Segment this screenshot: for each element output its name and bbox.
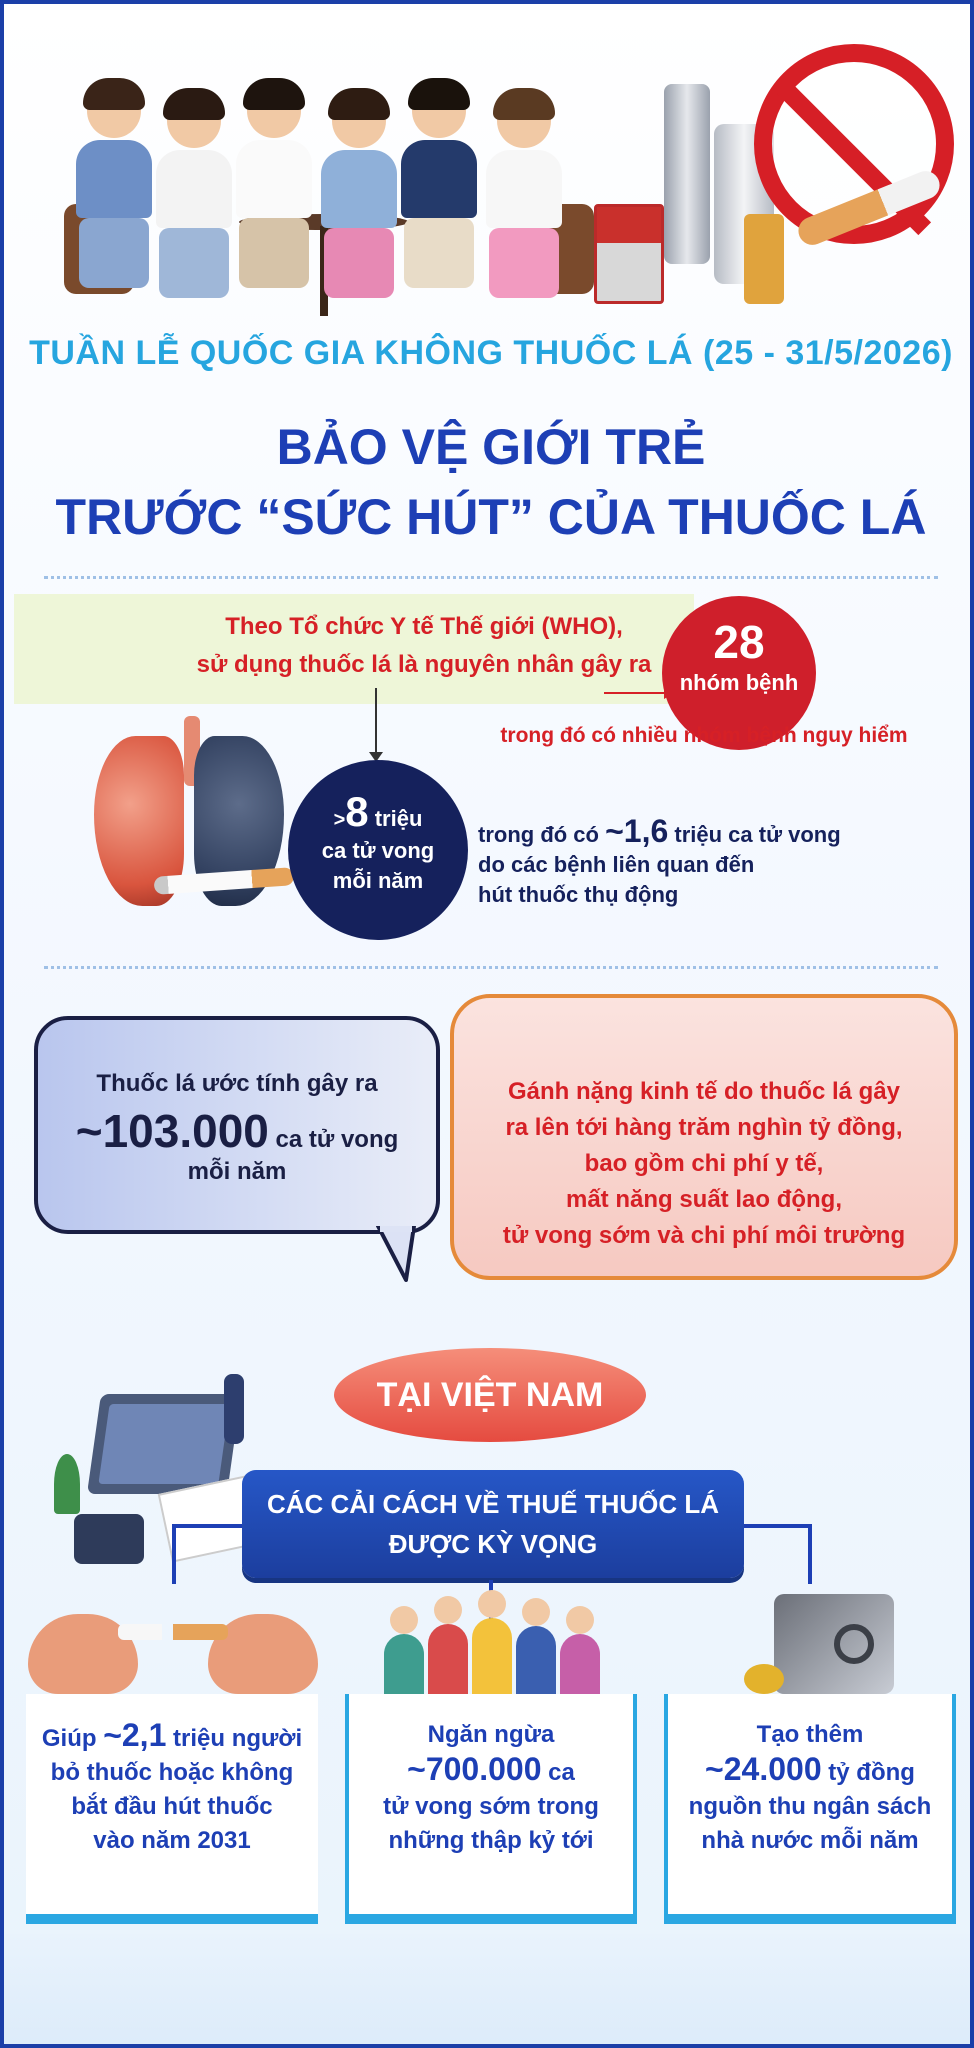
connector-line — [744, 1524, 810, 1528]
person — [234, 84, 314, 288]
disease-count: 28 — [713, 616, 765, 668]
cheering-people-illustration — [384, 1584, 604, 1704]
vn-deaths-number: ~103.000 — [75, 1105, 269, 1157]
card3-line-3: nguồn thu ngân sách — [688, 1793, 932, 1820]
safe-dial-icon — [834, 1624, 874, 1664]
who-statement — [164, 608, 684, 684]
deaths-line-2: ca tử vong — [321, 838, 435, 863]
card3-number: ~24.000 — [705, 1751, 822, 1787]
vietnam-label: TẠI VIỆT NAM — [334, 1348, 646, 1442]
card1-number: ~2,1 — [103, 1717, 167, 1753]
hero-illustration — [34, 44, 948, 314]
connector-line — [808, 1524, 812, 1584]
passive-number: ~1,6 — [605, 813, 669, 849]
benefit-card-quit-smoking — [26, 1694, 318, 1924]
vn-deaths-line-1: Thuốc lá ước tính gây ra — [96, 1070, 378, 1097]
e-liquid-bottle-icon — [744, 214, 784, 304]
deaths-line-3: mỗi năm — [332, 868, 424, 893]
card3-unit: tỷ đồng — [821, 1759, 915, 1786]
passive-prefix: trong đó có — [478, 822, 606, 847]
person — [399, 84, 479, 288]
card2-number: ~700.000 — [407, 1751, 542, 1787]
footer-background — [4, 1934, 974, 2048]
disease-label: nhóm bệnh — [679, 670, 799, 695]
arrow-down-icon — [375, 688, 377, 754]
card2-line-3: tử vong sớm trong — [383, 1793, 599, 1820]
reform-line-1: CÁC CẢI CÁCH VỀ THUẾ THUỐC LÁ — [266, 1489, 720, 1519]
tax-reform-heading — [242, 1470, 744, 1578]
vn-deaths-line-3: mỗi năm — [187, 1158, 287, 1185]
person — [484, 94, 564, 298]
benefit-card-prevent-deaths — [345, 1694, 637, 1924]
card1-line-4: vào năm 2031 — [93, 1827, 251, 1854]
coins-icon — [744, 1664, 784, 1694]
danger-note: trong đó có nhiều nhóm bệnh nguy hiểm — [500, 724, 908, 747]
businessman-icon — [224, 1374, 244, 1444]
breaking-cigarette-illustration — [28, 1584, 318, 1704]
economic-burden-bubble — [450, 994, 958, 1280]
who-line-1: Theo Tổ chức Y tế Thế giới (WHO), — [225, 613, 623, 640]
passive-unit: triệu ca tử vong — [668, 822, 841, 847]
tax-illustration — [54, 1374, 274, 1594]
deaths-number: 8 — [345, 788, 369, 835]
title-line-1: BẢO VỆ GIỚI TRẺ — [276, 419, 706, 475]
campaign-subtitle: TUẦN LỄ QUỐC GIA KHÔNG THUỐC LÁ (25 - 31/5/2026) — [29, 334, 953, 372]
vape-device-icon — [664, 84, 710, 264]
person — [319, 94, 399, 298]
econ-line-5: tử vong sớm và chi phí môi trường — [502, 1222, 906, 1249]
card1-line-3: bắt đầu hút thuốc — [71, 1793, 273, 1820]
person — [74, 84, 154, 288]
reform-line-2: ĐƯỢC KỲ VỌNG — [388, 1529, 598, 1559]
title-line-2: TRƯỚC “SỨC HÚT” CỦA THUỐC LÁ — [55, 489, 927, 545]
deaths-unit: triệu — [374, 806, 423, 831]
card2-line-4: những thập kỷ tới — [388, 1827, 594, 1854]
benefit-card-revenue — [664, 1694, 956, 1924]
page-title — [4, 412, 974, 552]
annual-deaths-badge — [288, 760, 468, 940]
card1-line-2: bỏ thuốc hoặc không — [50, 1759, 294, 1786]
econ-line-2: ra lên tới hàng trăm nghìn tỷ đồng, — [505, 1114, 903, 1141]
laptop-tax-icon — [87, 1394, 241, 1494]
who-line-2: sử dụng thuốc lá là nguyên nhân gây ra — [196, 651, 652, 678]
dotted-divider — [44, 966, 938, 969]
vietnam-deaths-bubble — [34, 1016, 440, 1234]
no-smoking-illustration — [594, 44, 954, 314]
passive-line-3: hút thuốc thụ động — [478, 882, 679, 907]
econ-line-3: bao gồm chi phí y tế, — [584, 1150, 824, 1177]
passive-smoking-deaths — [478, 813, 938, 910]
card2-unit: ca — [541, 1759, 575, 1786]
econ-line-1: Gánh nặng kinh tế do thuốc lá gây — [507, 1078, 901, 1105]
card1-unit: triệu người — [166, 1725, 303, 1752]
arrow-right-icon — [604, 692, 666, 694]
cigarette-pack-icon — [594, 204, 664, 304]
deaths-prefix: > — [333, 809, 346, 831]
safe-and-money-illustration — [744, 1584, 914, 1704]
young-people-illustration — [54, 64, 594, 314]
person — [154, 94, 234, 298]
card2-line-1: Ngăn ngừa — [427, 1721, 555, 1748]
econ-line-4: mất năng suất lao động, — [565, 1186, 842, 1213]
broken-cigarette-icon — [118, 1624, 228, 1640]
card3-line-1: Tạo thêm — [756, 1721, 864, 1748]
plant-icon — [54, 1454, 80, 1514]
passive-line-2: do các bệnh liên quan đến — [478, 852, 755, 877]
dotted-divider — [44, 576, 938, 579]
connector-line — [172, 1524, 176, 1584]
calculator-icon — [74, 1514, 144, 1564]
bubble-tail — [376, 1226, 416, 1282]
card3-line-4: nhà nước mỗi năm — [701, 1827, 919, 1854]
vn-deaths-unit: ca tử vong — [268, 1126, 399, 1153]
card1-prefix: Giúp — [41, 1725, 104, 1752]
connector-line — [172, 1524, 242, 1528]
